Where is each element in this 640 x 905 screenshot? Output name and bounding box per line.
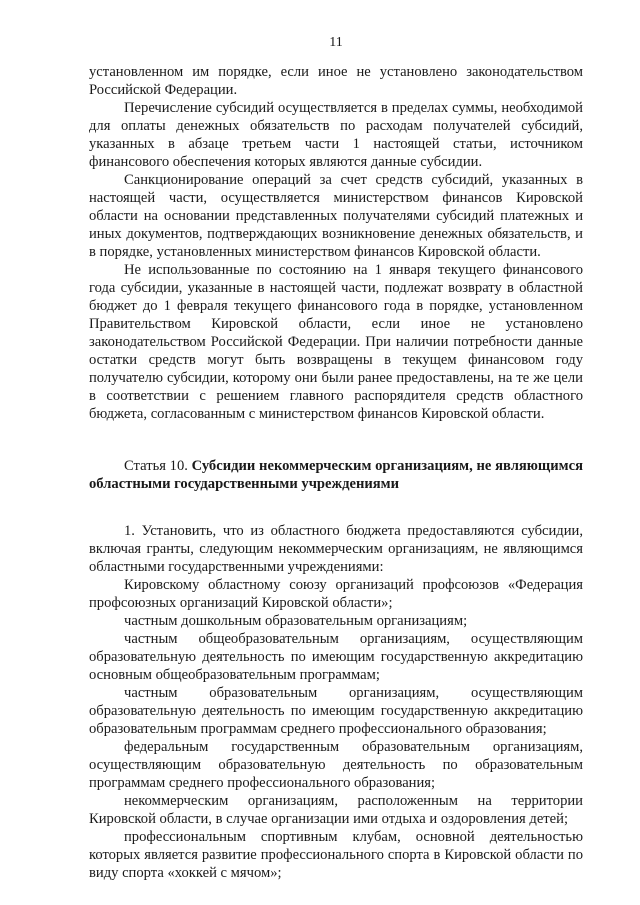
paragraph: Санкционирование операций за счет средств субсидий, указанных в настоящей части, осуществляется министерством финансов Кировской области на основании представленных получателями субсидий платежных и иных документов, подтверждающих возникновение денежных обязательств, и в порядке, установленных министерством финансов Кировской области. xyxy=(89,172,583,260)
article-heading xyxy=(89,457,583,493)
list-item: частным дошкольным образовательным организациям; xyxy=(124,613,468,629)
list-item: федеральным государственным образовательным организациям, осуществляющим образовательную деятельность по образовательным программам среднего профессионального образования; xyxy=(89,739,583,791)
paragraph: Перечисление субсидий осуществляется в пределах суммы, необходимой для оплаты денежных обязательств по расходам получателей субсидий, указанных в абзаце третьем части 1 настоящей статьи, источником финансового обеспечения которых являются данные субсидии. xyxy=(89,100,583,170)
list-item: Кировскому областному союзу организаций профсоюзов «Федерация профсоюзных организаций Кировской области»; xyxy=(89,577,583,611)
page-number: 11 xyxy=(329,35,343,50)
article-title: Субсидии некоммерческим организациям, не являющимся областными государственными учреждениями xyxy=(89,458,583,492)
list-item: частным образовательным организациям, осуществляющим образовательную деятельность по имеющим государственную аккредитацию образовательным программам среднего профессионального образования; xyxy=(89,685,583,737)
paragraph: 1. Установить, что из областного бюджета предоставляются субсидии, включая гранты, следующим некоммерческим организациям, не являющимся областными государственными учреждениями: xyxy=(89,523,583,575)
article-label: Статья 10. xyxy=(124,458,188,474)
list-item: профессиональным спортивным клубам, основной деятельностью которых является развитие профессионального спорта в Кировской области по виду спорта «хоккей с мячом»; xyxy=(89,829,583,881)
list-item: некоммерческим организациям, расположенным на территории Кировской области, в случае организации ими отдыха и оздоровления детей; xyxy=(89,793,583,827)
paragraph: установленном им порядке, если иное не установлено законодательством Российской Федерации. xyxy=(89,64,583,98)
paragraph: Не использованные по состоянию на 1 января текущего финансового года субсидии, указанные в настоящей части, подлежат возврату в областной бюджет до 1 февраля текущего финансового года в порядке, установленном Правительством Кировской области, если иное не установлено законодательством Российской Федерации. При наличии потребности данные остатки средств могут быть возвращены в текущем финансовом году получателю субсидии, которому они были ранее предоставлены, на те же цели в соответствии с решением главного распорядителя средств областного бюджета, согласованным с министерством финансов Кировской области. xyxy=(89,262,583,422)
list-item: частным общеобразовательным организациям, осуществляющим образовательную деятельность по имеющим государственную аккредитацию основным общеобразовательным программам; xyxy=(89,631,583,683)
